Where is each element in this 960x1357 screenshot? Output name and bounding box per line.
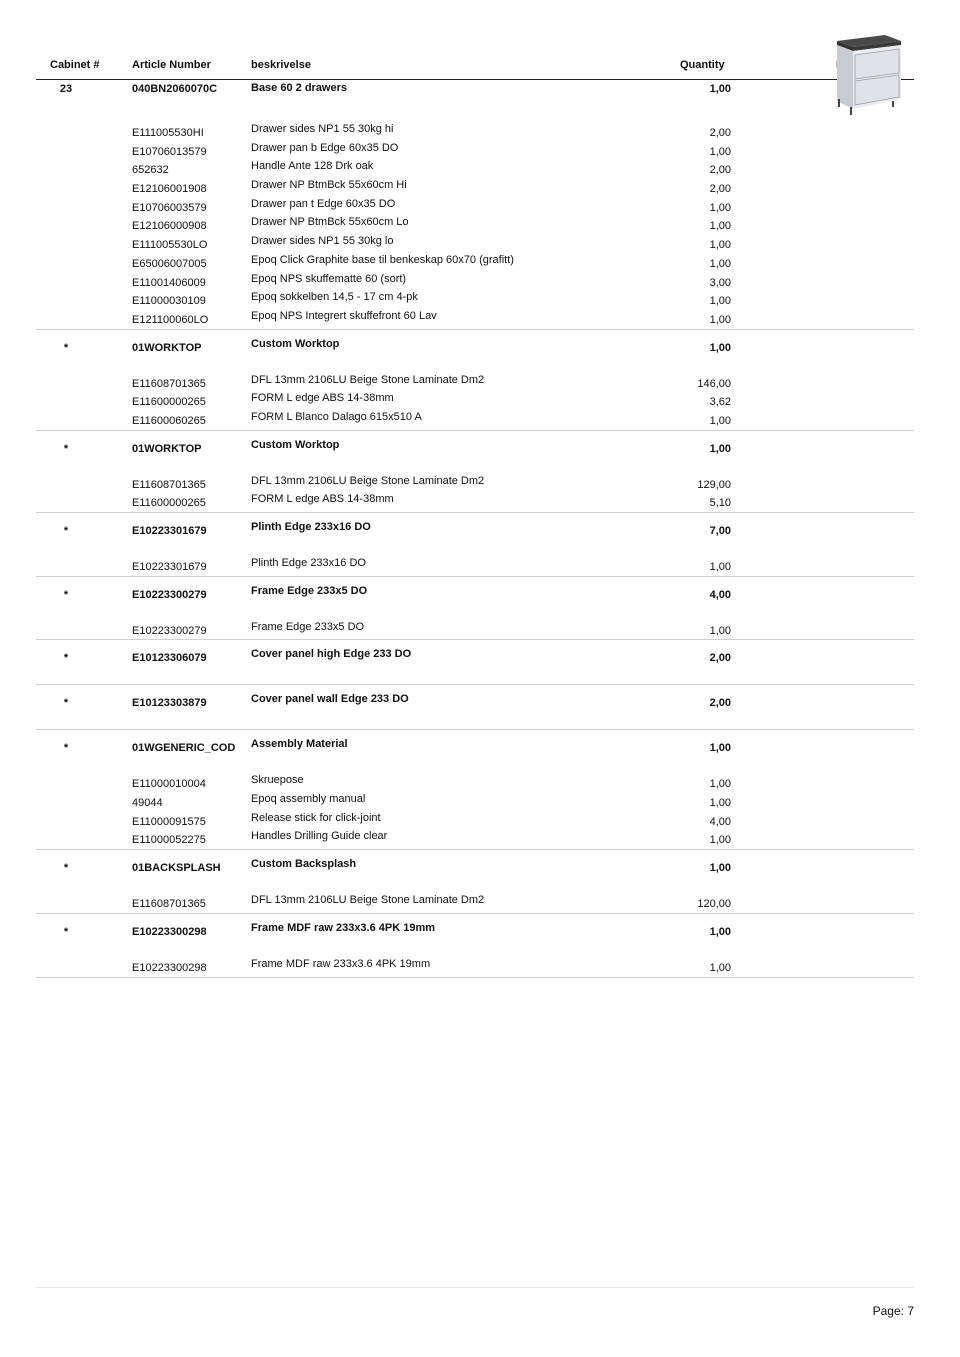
item-article-number: E12106001908: [132, 183, 207, 196]
item-description: Drawer NP BtmBck 55x60cm Lo: [251, 216, 409, 229]
item-article-number: E11000091575: [132, 815, 206, 828]
item-description: Drawer pan t Edge 60x35 DO: [251, 197, 396, 210]
cabinet-number: *: [63, 525, 69, 537]
item-description: Drawer sides NP1 55 30kg hi: [251, 123, 394, 135]
item-row: [36, 160, 914, 179]
group-article-number: 01WORKTOP: [132, 341, 202, 354]
item-article-number: 49044: [132, 797, 163, 810]
cabinet-number: *: [63, 742, 69, 755]
group-quantity: 7,00: [709, 525, 731, 537]
item-description: FORM L Blanco Dalago 615x510 A: [251, 410, 422, 423]
report-page: [36, 0, 914, 1357]
group-header-row: [36, 850, 914, 894]
item-description: FORM L edge ABS 14-38mm: [251, 493, 394, 506]
item-article-number: E11608701365: [132, 377, 206, 390]
group-quantity: 2,00: [709, 652, 731, 665]
item-row: [36, 291, 914, 310]
item-row: [36, 273, 914, 292]
item-quantity: 1,00: [709, 561, 731, 573]
group-article-number: 01WORKTOP: [132, 442, 202, 455]
group-article-number: 040BN2060070C: [132, 83, 218, 95]
item-article-number: E11000052275: [132, 834, 206, 847]
group-quantity: 1,00: [709, 83, 731, 95]
group-quantity: 1,00: [709, 341, 731, 354]
cabinet-number: 23: [59, 83, 73, 95]
item-quantity: 1,00: [709, 778, 731, 791]
item-description: DFL 13mm 2106LU Beige Stone Laminate Dm2: [251, 474, 485, 487]
table-header: [36, 59, 914, 80]
group-article-number: E10123303879: [132, 697, 207, 710]
cabinet-group: [36, 577, 914, 641]
cabinet-group: [36, 640, 914, 685]
item-article-number: E111005530HI: [132, 127, 204, 139]
group-quantity: 1,00: [709, 862, 731, 875]
footer-divider: [36, 1287, 914, 1288]
group-header-row: [36, 730, 914, 774]
item-quantity: 1,00: [709, 145, 731, 158]
item-description: Frame Edge 233x5 DO: [251, 620, 365, 633]
group-header-row: [36, 640, 914, 684]
item-row: [36, 142, 914, 161]
cabinet-group: [36, 850, 914, 914]
item-description: DFL 13mm 2106LU Beige Stone Laminate Dm2: [251, 894, 485, 907]
item-quantity: 1,00: [709, 257, 731, 270]
col-article-number: Article Number: [132, 59, 211, 71]
item-row: [36, 621, 914, 640]
item-quantity: 4,00: [709, 815, 731, 828]
item-quantity: 2,00: [709, 164, 731, 177]
item-article-number: E10706013579: [132, 145, 207, 158]
item-article-number: E121100060LO: [132, 313, 209, 326]
cabinet-number: *: [63, 341, 69, 354]
item-quantity: 3,62: [709, 396, 731, 409]
group-description: Custom Worktop: [251, 337, 340, 350]
group-description: Cover panel high Edge 233 DO: [251, 648, 412, 661]
cabinet-number: *: [63, 652, 69, 665]
item-quantity: 1,00: [709, 834, 731, 847]
col-description: beskrivelse: [251, 59, 311, 71]
cabinet-group: [36, 914, 914, 978]
group-header-row: [36, 431, 914, 475]
group-quantity: 1,00: [709, 925, 731, 938]
item-quantity: 3,00: [709, 276, 731, 289]
item-article-number: E11600060265: [132, 414, 206, 427]
group-description: Custom Worktop: [251, 438, 340, 451]
item-article-number: 652632: [132, 164, 169, 177]
group-quantity: 4,00: [709, 588, 731, 601]
item-description: Frame MDF raw 233x3.6 4PK 19mm: [251, 957, 431, 970]
item-quantity: 1,00: [709, 624, 731, 637]
group-description: Cover panel wall Edge 233 DO: [251, 693, 409, 706]
item-row: [36, 793, 914, 812]
item-article-number: E11000010004: [132, 778, 206, 791]
group-article-number: 01WGENERIC_COD: [132, 742, 236, 755]
group-description: Assembly Material: [251, 738, 348, 751]
item-description: Release stick for click-joint: [251, 811, 381, 824]
item-article-number: E11001406009: [132, 276, 206, 289]
item-quantity: 2,00: [709, 127, 731, 139]
group-article-number: E10223300298: [132, 925, 207, 938]
col-quantity: Quantity: [680, 59, 725, 71]
group-description: Plinth Edge 233x16 DO: [251, 521, 371, 533]
cabinet-number: *: [63, 862, 69, 875]
page-number: Page: 7: [872, 1304, 914, 1318]
item-quantity: 1,00: [709, 239, 731, 252]
group-description: Custom Backsplash: [251, 858, 357, 871]
item-description: Handles Drilling Guide clear: [251, 830, 388, 843]
item-article-number: E65006007005: [132, 257, 207, 270]
cabinet-group: [36, 79, 914, 330]
group-quantity: 1,00: [709, 442, 731, 455]
group-quantity: 1,00: [709, 742, 731, 755]
group-header-row: [36, 685, 914, 729]
item-quantity: 1,00: [709, 220, 731, 233]
item-article-number: E11608701365: [132, 898, 206, 911]
item-quantity: 120,00: [697, 898, 731, 911]
item-description: Drawer pan b Edge 60x35 DO: [251, 141, 399, 154]
group-article-number: E10123306079: [132, 652, 207, 665]
item-article-number: E111005530LO: [132, 239, 208, 252]
item-quantity: 1,00: [709, 201, 731, 214]
item-quantity: 1,00: [709, 295, 731, 308]
item-quantity: 1,00: [709, 313, 731, 326]
cabinet-thumbnail: [833, 33, 903, 117]
item-row: [36, 774, 914, 793]
item-row: [36, 958, 914, 977]
item-row: [36, 411, 914, 430]
cabinet-group: [36, 685, 914, 730]
item-description: Epoq NPS Integrert skuffefront 60 Lav: [251, 309, 437, 322]
item-description: Handle Ante 128 Drk oak: [251, 160, 374, 173]
item-row: [36, 179, 914, 198]
item-quantity: 5,10: [709, 497, 731, 510]
table-body: [36, 79, 914, 978]
group-description: Base 60 2 drawers: [251, 82, 348, 94]
group-header-row: [36, 330, 914, 374]
item-quantity: 1,00: [709, 961, 731, 974]
group-quantity: 2,00: [709, 697, 731, 710]
item-article-number: E12106000908: [132, 220, 207, 233]
group-article-number: E10223300279: [132, 588, 207, 601]
item-quantity: 1,00: [709, 797, 731, 810]
item-row: [36, 830, 914, 849]
item-quantity: 1,00: [709, 414, 731, 427]
group-header-row: [36, 79, 914, 123]
item-description: Skruepose: [251, 774, 304, 787]
item-row: [36, 254, 914, 273]
cabinet-group: [36, 431, 914, 513]
item-row: [36, 557, 914, 576]
item-row: [36, 812, 914, 831]
item-row: [36, 493, 914, 512]
item-description: DFL 13mm 2106LU Beige Stone Laminate Dm2: [251, 373, 485, 386]
item-article-number: E11608701365: [132, 478, 206, 491]
item-row: [36, 392, 914, 411]
item-article-number: E10223300279: [132, 624, 207, 637]
item-row: [36, 374, 914, 393]
group-header-row: [36, 513, 914, 557]
item-article-number: E11600000265: [132, 396, 206, 409]
item-row: [36, 198, 914, 217]
item-row: [36, 123, 914, 142]
item-description: FORM L edge ABS 14-38mm: [251, 392, 394, 405]
item-row: [36, 235, 914, 254]
item-article-number: E10223300298: [132, 961, 207, 974]
item-article-number: E11000030109: [132, 295, 206, 308]
item-description: Drawer sides NP1 55 30kg lo: [251, 235, 394, 248]
item-row: [36, 310, 914, 329]
item-description: Epoq NPS skuffematte 60 (sort): [251, 272, 407, 285]
cabinet-number: *: [63, 697, 69, 710]
item-row: [36, 894, 914, 913]
group-header-row: [36, 914, 914, 958]
group-article-number: 01BACKSPLASH: [132, 862, 221, 875]
item-description: Plinth Edge 233x16 DO: [251, 557, 366, 569]
item-row: [36, 475, 914, 494]
cabinet-group: [36, 730, 914, 850]
group-article-number: E10223301679: [132, 525, 207, 537]
item-article-number: E10223301679: [132, 561, 207, 573]
item-description: Epoq Click Graphite base til benkeskap 60x70 (grafitt): [251, 253, 514, 266]
item-description: Drawer NP BtmBck 55x60cm Hi: [251, 179, 407, 192]
item-quantity: 2,00: [709, 183, 731, 196]
item-description: Epoq assembly manual: [251, 793, 366, 806]
col-cabinet: Cabinet #: [50, 59, 100, 71]
group-description: Frame Edge 233x5 DO: [251, 584, 368, 597]
item-quantity: 129,00: [697, 478, 731, 491]
item-article-number: E11600000265: [132, 497, 206, 510]
cabinet-number: *: [63, 442, 69, 455]
item-quantity: 146,00: [697, 377, 731, 390]
group-header-row: [36, 577, 914, 621]
cabinet-number: *: [63, 588, 69, 601]
item-description: Epoq sokkelben 14,5 - 17 cm 4-pk: [251, 291, 418, 304]
item-row: [36, 216, 914, 235]
cabinet-group: [36, 513, 914, 577]
item-article-number: E10706003579: [132, 201, 207, 214]
cabinet-number: *: [63, 925, 69, 938]
cabinet-group: [36, 330, 914, 431]
group-description: Frame MDF raw 233x3.6 4PK 19mm: [251, 921, 436, 934]
